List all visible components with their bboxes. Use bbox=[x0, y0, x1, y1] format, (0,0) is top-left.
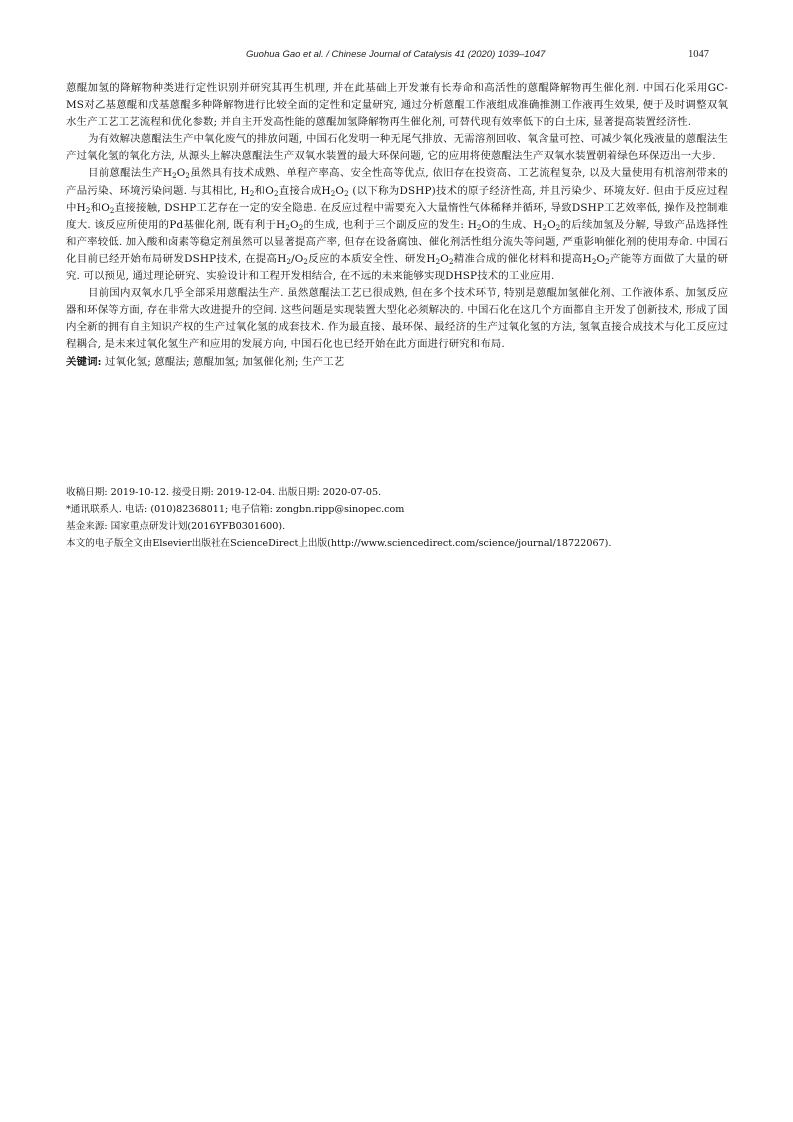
paragraph-2: 为有效解决蒽醌法生产中氧化废气的排放问题, 中国石化发明一种无尾气排放、无需溶剂回收、氧含量可控、可减少氧化残液量的蒽醌法生产过氧化氢的氧化方法, 从源头上解决蒽醌法生产双氧水装置的最大环保问题, 它的应用将使蒽醌法生产双氧水装置朝着绿色环保迈出一大步. bbox=[66, 133, 728, 163]
paragraph-3 bbox=[66, 165, 728, 285]
text-run: 的后续加氢及分解, 导致产品选择性和产率较低. 加入酸和卤素等稳定剂虽然可以显著提高产率, 但存在设备腐蚀、催化剂活性组分流失等问题, 严重影响催化剂的使用寿命. 中国石化目前已经开始布局研发DSHP技术, 在提高H bbox=[66, 218, 729, 265]
text-run: 和O bbox=[90, 201, 110, 214]
keywords-terms: 过氧化氢; 蒽醌法; 蒽醌加氢; 加氢催化剂; 生产工艺 bbox=[101, 355, 345, 368]
article-body bbox=[66, 80, 728, 371]
footnote-contact: *通讯联系人. 电话: (010)82368011; 电子信箱: zongbn.ripp@sinopec.com bbox=[66, 504, 405, 516]
text-run: O bbox=[335, 184, 345, 197]
text-run: 直接接触, DSHP工艺存在一定的安全隐患. 在反应过程中需要充入大量惰性气体稀释并循环, 导致DSHP工艺效率低, 操作及控制难度大. 该反应所使用的Pd基催化剂, 既有利于H bbox=[66, 201, 729, 231]
subscript: 2 bbox=[109, 205, 115, 215]
paragraph-1: 蒽醌加氢的降解物种类进行定性识别并研究其再生机理, 并在此基础上开发兼有长寿命和高活性的蒽醌降解物再生催化剂. 中国石化采用GC-MS对乙基蒽醌和戊基蒽醌多种降解物进行比较全面的定性和定量研究, 通过分析蒽醌工作液组成准确推测工作液再生效果, 便于及时调整双氧水生产工艺工艺流程和优化参数; 并自主开发高性能的蒽醌加氢降解物再生催化剂, 可替代现有效率低下的白土床, 显著提高装置经济性. bbox=[66, 82, 728, 129]
text-run: (以下称为DSHP)技术的原子经济性高, 并且污染少、环境友好. 但由于反应过程中H bbox=[66, 184, 728, 214]
text-run: 虽然具有技术成熟、单程产率高、安全性高等优点, 依旧存在投资高、工艺流程复杂, 以及大量使用有机溶剂带来的产品污染、环境污染问题. 与其相比, H bbox=[66, 167, 729, 197]
text-run: 精准合成的催化材料和提高H bbox=[453, 252, 592, 265]
text-run: 直接合成H bbox=[278, 184, 331, 197]
keywords bbox=[66, 354, 728, 371]
subscript: 2 bbox=[448, 256, 454, 266]
text-run: O bbox=[290, 218, 299, 231]
subscript: 2 bbox=[286, 256, 292, 266]
paragraph-4: 目前国内双氧水几乎全部采用蒽醌法生产. 虽然蒽醌法工艺已很成熟, 但在多个技术环节, 特别是蒽醌加氢催化剂、工作液体系、加氢反应器和环保等方面, 存在非常大改进提升的空间. 这些问题是实现装置大型化必须解决的. 中国石化在这几个方面都自主开发了创新技术, 形成了国内全新的拥有自主知识产权的生产过氧化氢的成套技术. 作为最直接、最环保、最经济的生产过氧化氢的方法, 氢氧直接合成技术与化工反应过程耦合, 是未来过氧化氢生产和应用的发展方向, 中国石化也已经开始在此方面进行研究和布局. bbox=[66, 287, 728, 351]
subscript: 2 bbox=[185, 171, 191, 181]
keywords-label: 关键词: bbox=[66, 355, 102, 368]
page-header bbox=[66, 49, 709, 63]
subscript: 2 bbox=[330, 188, 336, 198]
subscript: 2 bbox=[249, 188, 255, 198]
subscript: 2 bbox=[298, 222, 304, 232]
subscript: 2 bbox=[85, 205, 91, 215]
subscript: 2 bbox=[435, 256, 441, 266]
text-run: 目前蒽醌法生产H bbox=[88, 167, 173, 180]
subscript: 2 bbox=[273, 188, 279, 198]
subscript: 2 bbox=[476, 222, 482, 232]
text-run: O bbox=[596, 252, 606, 265]
text-run: O bbox=[440, 252, 449, 265]
subscript: 2 bbox=[605, 256, 610, 266]
footnote-dates: 收稿日期: 2019-10-12. 接受日期: 2019-12-04. 出版日期: 2020-07-05. bbox=[66, 487, 382, 498]
subscript: 2 bbox=[591, 256, 597, 266]
text-run: 反应的本质安全性、研发H bbox=[308, 252, 436, 265]
page-number: 1047 bbox=[688, 49, 709, 60]
subscript: 2 bbox=[555, 222, 561, 232]
text-run: 的生成, 也利于三个副反应的发生: H bbox=[303, 218, 477, 231]
text-run: O的生成、H bbox=[481, 218, 543, 231]
text-run: O bbox=[176, 167, 186, 180]
text-run: O bbox=[547, 218, 556, 231]
footnote-funding: 基金来源: 国家重点研发计划(2016YFB0301600). bbox=[66, 521, 286, 533]
subscript: 2 bbox=[172, 171, 177, 181]
running-head: Guohua Gao et al. / Chinese Journal of Catalysis 41 (2020) 1039–1047 bbox=[246, 49, 546, 60]
subscript: 2 bbox=[542, 222, 548, 232]
text-run: 和O bbox=[254, 184, 274, 197]
subscript: 2 bbox=[285, 222, 291, 232]
subscript: 2 bbox=[344, 188, 349, 198]
text-run: /O bbox=[291, 252, 304, 265]
footnote-online: 本文的电子版全文由Elsevier出版社在ScienceDirect上出版(http://www.sciencedirect.com/science/journal/18722067). bbox=[66, 538, 612, 550]
text-run: 产能等方面做了大量的研究. 可以预见, 通过理论研究、实验设计和工程开发相结合, 在不远的未来能够实现DHSP技术的工业应用. bbox=[66, 252, 728, 283]
subscript: 2 bbox=[303, 256, 309, 266]
footnotes bbox=[66, 484, 728, 552]
